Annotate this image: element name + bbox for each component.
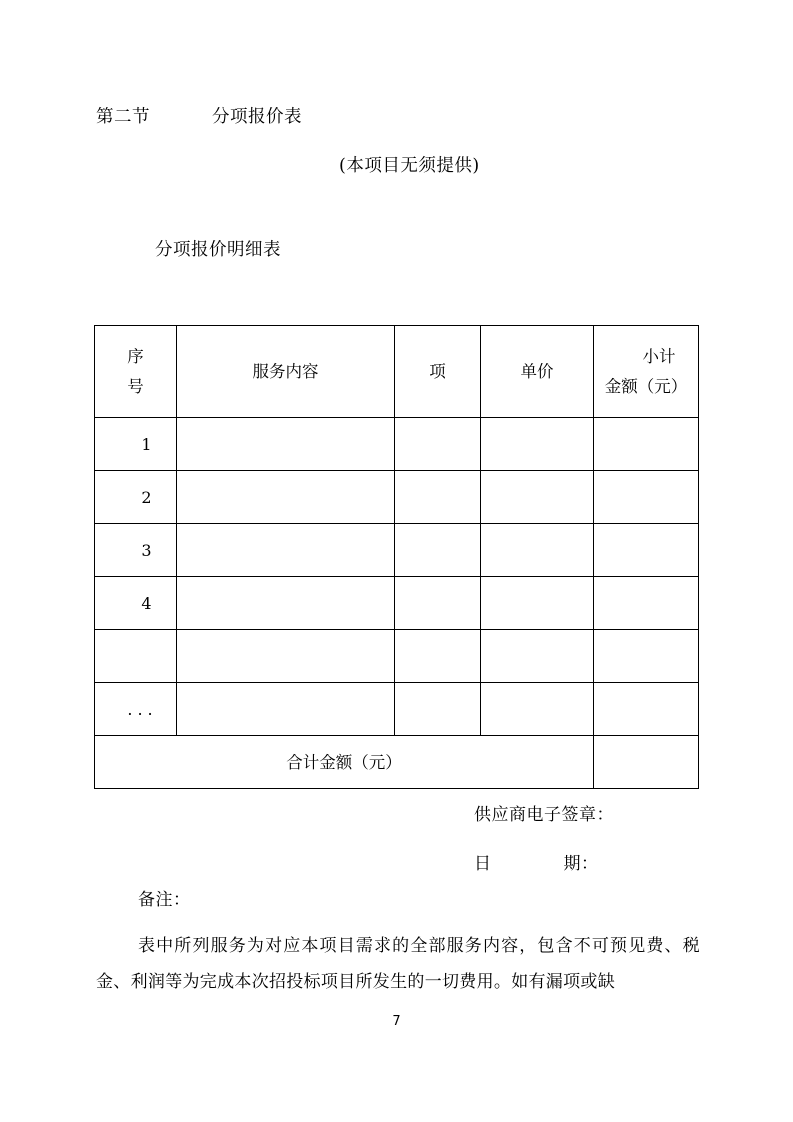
cell-item[interactable] (395, 418, 481, 471)
cell-no (95, 418, 177, 471)
cell-content[interactable] (177, 630, 395, 683)
cell-unit-price[interactable] (481, 524, 594, 577)
remarks-text: 表中所列服务为对应本项目需求的全部服务内容，包含不可预见费、税金、利润等为完成本次招投标项目所发生的一切费用。如有漏项或缺 (96, 936, 700, 992)
cell-unit-price[interactable] (481, 630, 594, 683)
cell-item[interactable] (395, 630, 481, 683)
section-heading (96, 103, 302, 128)
row-number-ellipsis: ... (127, 699, 158, 719)
table-subtitle: 分项报价明细表 (155, 240, 281, 260)
header-cell-subtotal (594, 326, 699, 418)
table-row (95, 524, 699, 577)
date-line (474, 849, 599, 874)
cell-unit-price[interactable] (481, 418, 594, 471)
total-value-cell[interactable] (594, 736, 699, 789)
note-line: (本项目无须提供) (339, 156, 480, 176)
table-header-row (95, 326, 699, 418)
table-row (95, 418, 699, 471)
header-cell-no (95, 326, 177, 418)
table-row (95, 577, 699, 630)
remarks-label: 备注： (138, 890, 191, 910)
table-total-row (95, 736, 699, 789)
date-label-part2: 期： (563, 854, 599, 874)
cell-item[interactable] (395, 577, 481, 630)
cell-no (95, 630, 177, 683)
cell-item[interactable] (395, 683, 481, 736)
page-number: 7 (392, 1014, 401, 1029)
header-cell-unit-price: 单价 (481, 326, 594, 418)
table-row (95, 683, 699, 736)
row-number: 2 (141, 487, 152, 507)
cell-subtotal[interactable] (594, 683, 699, 736)
cell-content[interactable] (177, 683, 395, 736)
cell-no (95, 524, 177, 577)
row-number: 4 (141, 593, 152, 613)
cell-item[interactable] (395, 471, 481, 524)
section-title: 分项报价表 (212, 107, 302, 127)
cell-item[interactable] (395, 524, 481, 577)
cell-unit-price[interactable] (481, 683, 594, 736)
row-number: 1 (141, 434, 152, 454)
cell-content[interactable] (177, 524, 395, 577)
cell-subtotal[interactable] (594, 524, 699, 577)
header-subtotal-line1: 小计 (642, 346, 676, 366)
cell-content[interactable] (177, 577, 395, 630)
row-number: 3 (141, 540, 152, 560)
cell-no (95, 683, 177, 736)
cell-subtotal[interactable] (594, 418, 699, 471)
cell-content[interactable] (177, 418, 395, 471)
section-number: 第二节 (96, 107, 150, 127)
supplier-seal-line: 供应商电子签章： (474, 805, 614, 825)
cell-content[interactable] (177, 471, 395, 524)
cell-no (95, 577, 177, 630)
table-row (95, 471, 699, 524)
header-no-line1: 序 (127, 346, 144, 366)
cell-unit-price[interactable] (481, 577, 594, 630)
header-no-line2: 号 (127, 376, 144, 396)
cell-unit-price[interactable] (481, 471, 594, 524)
table-row (95, 630, 699, 683)
date-label-part1: 日 (474, 854, 492, 874)
cell-subtotal[interactable] (594, 577, 699, 630)
header-cell-content: 服务内容 (177, 326, 395, 418)
cell-subtotal[interactable] (594, 471, 699, 524)
header-cell-item: 项 (395, 326, 481, 418)
total-label-cell: 合计金额（元） (95, 736, 594, 789)
cell-no (95, 471, 177, 524)
itemized-price-table (94, 325, 699, 789)
cell-subtotal[interactable] (594, 630, 699, 683)
header-subtotal-line2: 金额（元） (604, 376, 688, 396)
